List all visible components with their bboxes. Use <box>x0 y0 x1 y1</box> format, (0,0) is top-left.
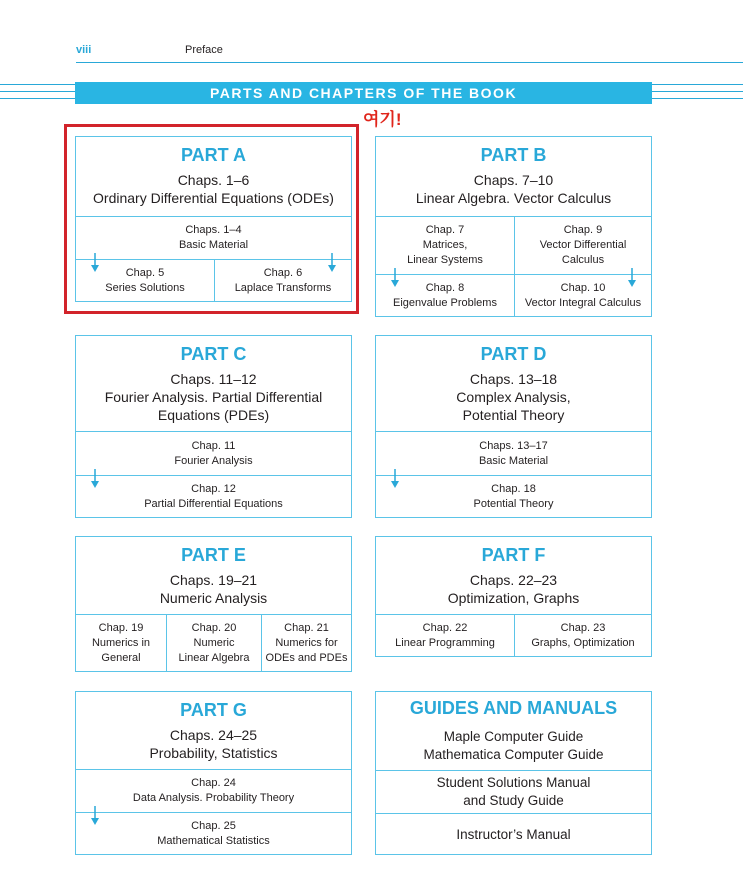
arrow-down-icon <box>89 806 101 826</box>
chapter-number: Chap. 11 <box>191 439 236 452</box>
chapter-number: Chap. 24 <box>191 777 236 789</box>
chapter-cell <box>376 615 514 657</box>
running-head: Preface <box>185 44 223 56</box>
chapter-title: Series Solutions <box>105 282 185 294</box>
arrow-down-icon <box>389 268 401 288</box>
guide-title: Instructor’s Manual <box>456 826 571 842</box>
chapter-number: Chap. 25 <box>191 820 236 832</box>
part-title: PART F <box>481 545 546 565</box>
chapter-number: Chap. 18 <box>491 483 536 495</box>
part-chapters: Chaps. 11–12 <box>170 371 257 387</box>
part-c-box <box>75 335 352 518</box>
chapter-cell <box>76 615 166 672</box>
chapter-cell <box>76 476 351 518</box>
part-e-header <box>76 537 351 615</box>
chapter-number: Chaps. 13–17 <box>479 439 548 452</box>
chapter-cell <box>76 432 351 475</box>
guide-title: Mathematica Computer Guide <box>423 747 604 762</box>
part-g-box <box>75 691 352 855</box>
chapter-title: Eigenvalue Problems <box>393 297 497 309</box>
guide-title: Student Solutions Manual <box>436 775 591 790</box>
chapter-number: Chap. 22 <box>422 622 468 634</box>
chapter-title: Vector Integral Calculus <box>524 297 642 309</box>
chapter-cell <box>515 615 651 657</box>
guide-title: Maple Computer Guide <box>443 729 584 744</box>
chapter-cell <box>515 217 651 274</box>
chapter-number: Chap. 19 <box>98 622 144 634</box>
chapter-title: General <box>101 652 141 664</box>
chapter-number: Chap. 12 <box>191 483 236 495</box>
chapter-title: Numerics for <box>275 637 338 649</box>
guides-title: GUIDES AND MANUALS <box>409 698 618 718</box>
chapter-title: Basic Material <box>478 454 549 467</box>
part-d-header <box>376 336 651 432</box>
chapter-title: Matrices, <box>422 239 468 251</box>
chapter-title: Calculus <box>561 254 605 266</box>
part-title: PART E <box>181 545 246 565</box>
part-chapters: Chaps. 19–21 <box>169 572 258 588</box>
chapter-title: Laplace Transforms <box>234 282 332 294</box>
instructor-manual <box>376 814 651 855</box>
student-manual <box>376 771 651 813</box>
part-title: PART G <box>180 700 247 720</box>
guide-title: and Study Guide <box>463 793 564 808</box>
chapter-number: Chap. 20 <box>191 622 237 634</box>
part-chapters: Chaps. 24–25 <box>169 727 258 743</box>
chapter-cell <box>167 615 261 672</box>
part-subject: Fourier Analysis. Partial Differential <box>104 389 323 405</box>
chapter-cell <box>376 432 651 475</box>
chapter-title: Linear Programming <box>395 637 495 649</box>
part-d-box <box>375 335 652 518</box>
part-chapters: Chaps. 22–23 <box>469 572 558 588</box>
part-f-box <box>375 536 652 657</box>
chapter-number: Chaps. 1–4 <box>185 224 242 236</box>
chapter-cell <box>376 476 651 518</box>
part-f-header <box>376 537 651 615</box>
part-subject: Complex Analysis, <box>456 389 571 405</box>
chapter-title: ODEs and PDEs <box>265 652 348 664</box>
computer-guides <box>376 722 651 770</box>
section-banner <box>75 82 652 104</box>
chapter-title: Fourier Analysis <box>174 454 253 467</box>
chapter-title: Numerics in <box>91 637 151 649</box>
part-title: PART A <box>181 145 246 165</box>
chapter-title: Basic Material <box>178 239 249 251</box>
chapter-title: Vector Differential <box>539 239 627 251</box>
part-title: PART D <box>480 344 547 364</box>
guides-header <box>376 692 651 722</box>
arrow-down-icon <box>389 469 401 489</box>
part-e-box <box>75 536 352 672</box>
part-b-box <box>375 136 652 317</box>
part-subject: Optimization, Graphs <box>447 590 580 606</box>
part-title: PART C <box>180 344 247 364</box>
part-chapters: Chaps. 7–10 <box>473 172 554 188</box>
chapter-number: Chap. 21 <box>284 622 329 634</box>
part-subject: Numeric Analysis <box>159 590 268 606</box>
chapter-cell <box>262 615 351 672</box>
arrow-down-icon <box>89 469 101 489</box>
chapter-cell <box>76 770 351 812</box>
chapter-title: Partial Differential Equations <box>144 498 283 510</box>
part-g-header <box>76 692 351 770</box>
chapter-number: Chap. 9 <box>563 224 603 236</box>
part-subject: Ordinary Differential Equations (ODEs) <box>93 190 334 206</box>
chapter-title: Potential Theory <box>473 498 554 510</box>
part-subject: Potential Theory <box>462 407 565 423</box>
part-c-header <box>76 336 351 432</box>
handwritten-annotation: 여기! <box>363 110 402 129</box>
chapter-cell <box>376 217 514 274</box>
guides-box <box>375 691 652 855</box>
chapter-number: Chap. 10 <box>560 282 606 294</box>
chapter-number: Chap. 23 <box>560 622 606 634</box>
chapter-title: Data Analysis. Probability Theory <box>132 792 295 804</box>
chapter-title: Graphs, Optimization <box>531 637 635 649</box>
chapter-title: Linear Systems <box>407 254 483 266</box>
part-b-header <box>376 137 651 217</box>
chapter-number: Chap. 6 <box>263 267 303 279</box>
page-number: viii <box>76 44 92 56</box>
banner-title: PARTS AND CHAPTERS OF THE BOOK <box>209 85 518 101</box>
part-subject: Equations (PDEs) <box>157 407 270 423</box>
part-title: PART B <box>480 145 547 165</box>
chapter-cell <box>76 813 351 855</box>
chapter-title: Mathematical Statistics <box>157 835 270 847</box>
arrow-down-icon <box>626 268 638 288</box>
chapter-number: Chap. 7 <box>425 224 465 236</box>
chapter-title: Numeric <box>193 637 235 649</box>
header-rule <box>76 62 743 63</box>
part-chapters: Chaps. 1–6 <box>177 172 250 188</box>
highlight-box <box>64 124 359 314</box>
part-chapters: Chaps. 13–18 <box>469 371 558 387</box>
chapter-number: Chap. 5 <box>125 267 165 279</box>
chapter-title: Linear Algebra <box>178 652 250 664</box>
part-subject: Probability, Statistics <box>149 745 278 761</box>
part-subject: Linear Algebra. Vector Calculus <box>415 190 612 206</box>
chapter-number: Chap. 8 <box>425 282 465 294</box>
